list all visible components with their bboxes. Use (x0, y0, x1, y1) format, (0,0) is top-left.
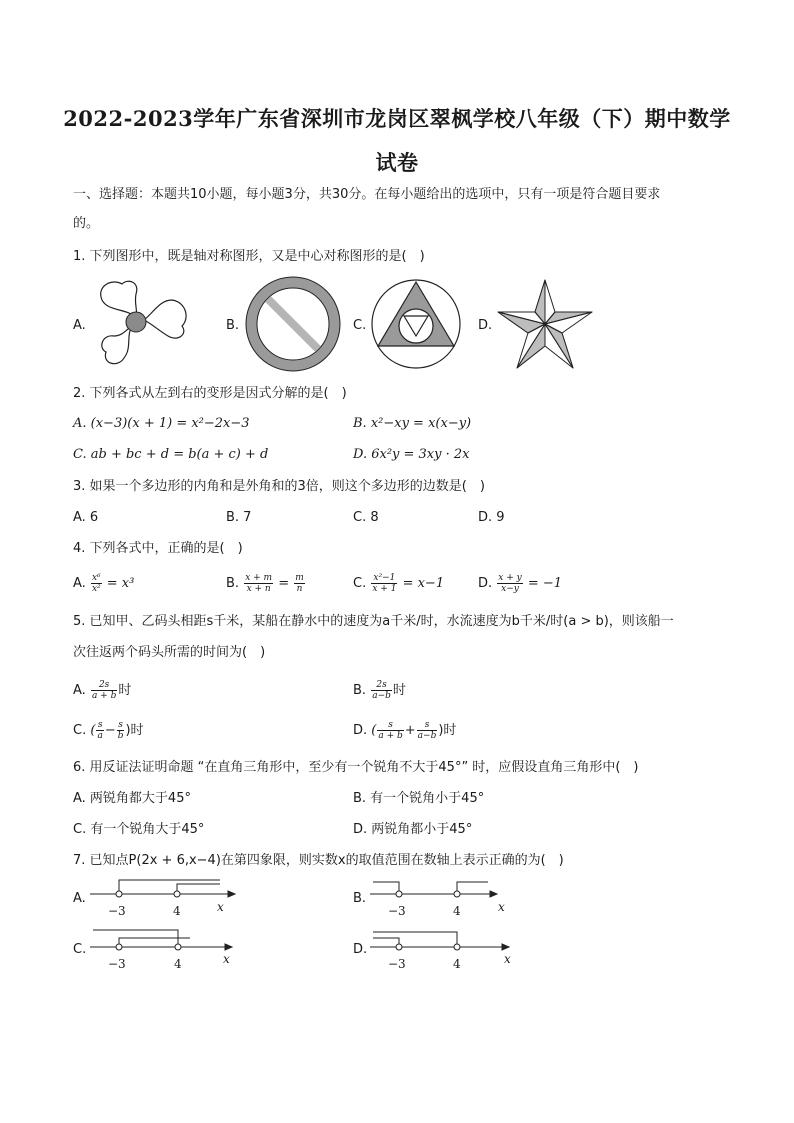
q7-a-tick-right: 4 (173, 904, 181, 918)
q4-a-den: x² (91, 584, 101, 594)
q7-c-tick-right: 4 (174, 957, 182, 971)
q2-option-d: D. 6x²y = 3xy · 2x (353, 447, 470, 462)
q7-option-d-label: D. (353, 942, 368, 957)
q5-a-fraction (91, 680, 117, 701)
q5-c-num1: s (97, 720, 103, 730)
question-3-stem: 3. 如果一个多边形的内角和是外角和的3倍，则这个多边形的边数是( ) (73, 479, 485, 494)
q5-a-unit: 时 (118, 683, 132, 698)
q5-b-label: B. (353, 683, 367, 698)
q4-d-den: x−y (501, 584, 519, 594)
q3-option-b: B. 7 (226, 510, 252, 525)
q5-option-a (73, 677, 131, 705)
q4-c-fraction (371, 573, 397, 594)
q3-option-d: D. 9 (478, 510, 505, 525)
q7-c-axis-var: x (223, 952, 230, 966)
q5-a-label: A. (73, 683, 86, 698)
q5-d-den2: a−b (417, 731, 437, 741)
q7-a-tick-left: −3 (108, 904, 126, 918)
q4-b-label: B. (226, 576, 240, 591)
q4-b-eq: = (278, 576, 290, 591)
q1-option-c-label: C. (353, 318, 367, 333)
q5-c-den2: b (117, 731, 124, 741)
q4-c-label: C. (353, 576, 367, 591)
q5-option-c (73, 717, 144, 745)
q4-b-fraction (244, 573, 273, 594)
q1-option-a-label: A. (73, 318, 86, 333)
exam-title-line1: 2022-2023学年广东省深圳市龙岗区翠枫学校八年级（下）期中数学 (63, 106, 731, 131)
q4-option-b (226, 571, 306, 597)
q5-c-open: ( (90, 723, 96, 738)
q5-d-open: ( (371, 723, 377, 738)
q7-option-a-label: A. (73, 891, 86, 906)
q7-option-c-label: C. (73, 942, 87, 957)
question-1-stem: 1. 下列图形中，既是轴对称图形，又是中心对称图形的是( ) (73, 249, 425, 264)
q4-b-fraction-2 (294, 573, 305, 594)
q5-c-den1: a (97, 731, 103, 741)
question-6-stem: 6. 用反证法证明命题 “在直角三角形中，至少有一个锐角不大于45°” 时，应假设直角三角形中( ) (73, 760, 639, 775)
q5-option-d (353, 717, 456, 745)
q4-c-den: x + 1 (372, 584, 397, 594)
q4-b-num: x + m (245, 573, 273, 583)
q4-d-fraction (497, 573, 522, 594)
question-7-stem: 7. 已知点P(2x + 6,x−4)在第四象限，则实数x的取值范围在数轴上表示正确的为( ) (73, 853, 564, 868)
q5-c-minus: − (104, 723, 116, 738)
q4-d-num: x + y (498, 573, 522, 583)
q5-c-fraction-2 (117, 720, 125, 741)
q5-b-fraction (371, 680, 392, 701)
q5-a-den: a + b (91, 691, 117, 701)
q5-d-label: D. (353, 723, 368, 738)
triangle-in-circle-figure (370, 276, 462, 372)
question-2-stem: 2. 下列各式从左到右的变形是因式分解的是( ) (73, 386, 347, 401)
q5-d-num2: s (417, 720, 438, 731)
q7-b-tick-left: −3 (388, 904, 406, 918)
question-5-stem-line2: 次往返两个码头所需的时间为( ) (73, 645, 266, 660)
q2-option-b: B. x²−xy = x(x−y) (353, 416, 472, 431)
q1-option-d-label: D. (478, 318, 493, 333)
exam-title-line2: 试卷 (375, 150, 419, 175)
q7-b-axis-var: x (498, 900, 505, 914)
q5-d-close: )时 (438, 723, 457, 738)
q4-b-den: x + n (246, 584, 271, 594)
q4-d-label: D. (478, 576, 493, 591)
q4-option-a (73, 571, 134, 597)
q7-b-tick-right: 4 (453, 904, 461, 918)
q7-option-b-label: B. (353, 891, 367, 906)
q4-a-rest: = x³ (106, 576, 135, 591)
question-4-stem: 4. 下列各式中，正确的是( ) (73, 541, 243, 556)
q2-option-c: C. ab + bc + d = b(a + c) + d (73, 447, 269, 462)
q6-option-c: C. 有一个锐角大于45° (73, 822, 205, 837)
section-heading-line1: 一、选择题：本题共10小题，每小题3分，共30分。在每小题给出的选项中，只有一项是符合题目要求 (73, 187, 661, 202)
q7-d-axis-var: x (504, 952, 511, 966)
q5-b-unit: 时 (392, 683, 406, 698)
q5-c-fraction-1 (96, 720, 103, 741)
q7-d-tick-right: 4 (453, 957, 461, 971)
q6-option-b: B. 有一个锐角小于45° (353, 791, 485, 806)
q4-c-rest: = x−1 (402, 576, 445, 591)
q5-d-fraction-2 (417, 720, 438, 741)
q3-option-a: A. 6 (73, 510, 99, 525)
q5-a-num: 2s (91, 680, 117, 691)
q7-c-tick-left: −3 (108, 957, 126, 971)
q5-c-num2: s (118, 720, 123, 730)
q4-d-rest: = −1 (527, 576, 563, 591)
q7-d-tick-left: −3 (388, 957, 406, 971)
q5-c-close: )时 (125, 723, 144, 738)
q4-a-label: A. (73, 576, 86, 591)
q6-option-d: D. 两锐角都小于45° (353, 822, 473, 837)
q2-option-a: A. (x−3)(x + 1) = x²−2x−3 (73, 416, 250, 431)
prohibition-ring-figure (245, 276, 341, 372)
q4-a-num: x⁶ (91, 573, 101, 583)
q4-b-num2: m (295, 573, 304, 583)
q5-b-den: a−b (372, 691, 391, 701)
q5-option-b (353, 677, 406, 705)
q5-c-label: C. (73, 723, 87, 738)
q5-d-plus: + (404, 723, 416, 738)
q4-option-d (478, 571, 562, 597)
q5-d-den1: a + b (378, 731, 403, 741)
q1-option-b-label: B. (226, 318, 240, 333)
q3-option-c: C. 8 (353, 510, 379, 525)
q5-d-num1: s (377, 720, 403, 731)
q4-b-den2: n (296, 584, 303, 594)
star-figure (496, 278, 594, 372)
q4-a-fraction (91, 573, 102, 594)
q4-option-c (353, 571, 444, 597)
question-5-stem-line1: 5. 已知甲、乙码头相距s千米，某船在静水中的速度为a千米/时，水流速度为b千米/时(a > b)，则该船一 (73, 614, 674, 629)
q7-a-axis-var: x (217, 900, 224, 914)
section-heading-line2: 的。 (73, 216, 100, 231)
pinwheel-figure (88, 278, 192, 368)
q5-d-fraction-1 (377, 720, 403, 741)
q4-c-num: x²−1 (371, 573, 397, 584)
q5-b-num: 2s (371, 680, 392, 691)
q6-option-a: A. 两锐角都大于45° (73, 791, 191, 806)
